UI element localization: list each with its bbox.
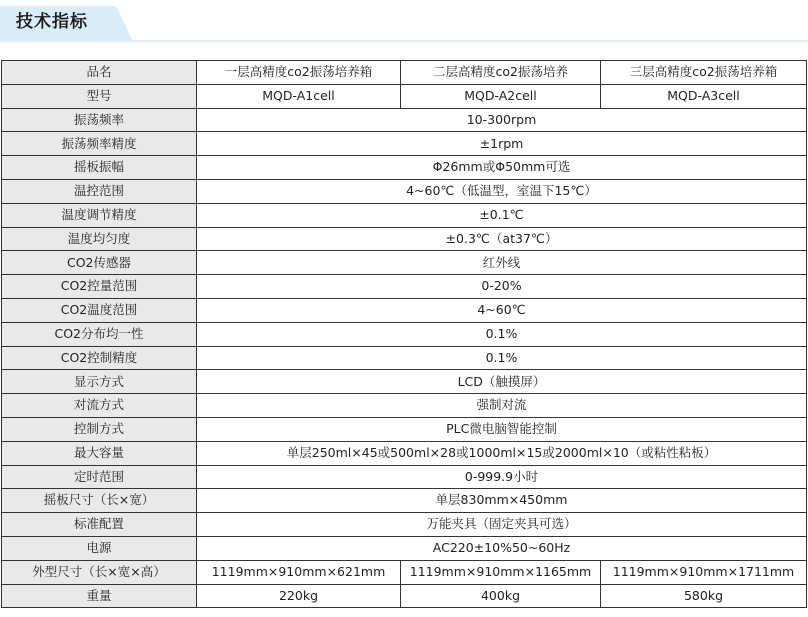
spec-row	[2, 203, 807, 227]
spec-row	[2, 489, 807, 513]
spec-value: ±1rpm	[197, 132, 807, 156]
spec-label: 最大容量	[2, 441, 197, 465]
spec-value: ±0.1℃	[197, 203, 807, 227]
spec-row	[2, 227, 807, 251]
spec-label: 外型尺寸（长×宽×高）	[2, 560, 197, 584]
spec-value: 4~60℃	[197, 298, 807, 322]
spec-label: 温度均匀度	[2, 227, 197, 251]
spec-label: 对流方式	[2, 394, 197, 418]
spec-value: 0.1%	[197, 322, 807, 346]
spec-value: LCD（触摸屏）	[197, 370, 807, 394]
spec-row	[2, 465, 807, 489]
spec-value: 0-20%	[197, 275, 807, 299]
spec-value: 强制对流	[197, 394, 807, 418]
spec-label: 摇板尺寸（长×宽）	[2, 489, 197, 513]
spec-label: CO2控制精度	[2, 346, 197, 370]
spec-label: 振荡频率精度	[2, 132, 197, 156]
spec-value: 单层250ml×45或500ml×28或1000ml×15或2000ml×10（或粘性粘板）	[197, 441, 807, 465]
spec-row	[2, 156, 807, 180]
spec-table-body	[2, 61, 807, 608]
spec-label: 温控范围	[2, 179, 197, 203]
spec-value: 二层高精度co2振荡培养	[401, 61, 601, 85]
spec-row	[2, 251, 807, 275]
spec-value: 4~60℃（低温型，室温下15℃）	[197, 179, 807, 203]
spec-value: 0.1%	[197, 346, 807, 370]
spec-label: CO2传感器	[2, 251, 197, 275]
spec-row	[2, 394, 807, 418]
spec-value: PLC微电脑智能控制	[197, 417, 807, 441]
spec-row	[2, 513, 807, 537]
spec-value: 单层830mm×450mm	[197, 489, 807, 513]
spec-row	[2, 84, 807, 108]
spec-value: 580kg	[601, 584, 807, 608]
spec-value: 三层高精度co2振荡培养箱	[601, 61, 807, 85]
spec-label: CO2控量范围	[2, 275, 197, 299]
spec-label: 品名	[2, 61, 197, 85]
spec-value: MQD-A1cell	[197, 84, 401, 108]
spec-row	[2, 441, 807, 465]
spec-row	[2, 584, 807, 608]
spec-label: 显示方式	[2, 370, 197, 394]
spec-row	[2, 417, 807, 441]
spec-value: 1119mm×910mm×621mm	[197, 560, 401, 584]
section-title: 技术指标	[16, 12, 88, 32]
spec-value: MQD-A2cell	[401, 84, 601, 108]
spec-label: 型号	[2, 84, 197, 108]
spec-value: 10-300rpm	[197, 108, 807, 132]
spec-value: 220kg	[197, 584, 401, 608]
spec-label: 电源	[2, 536, 197, 560]
spec-value: AC220±10%50~60Hz	[197, 536, 807, 560]
spec-row	[2, 275, 807, 299]
header-divider	[0, 40, 808, 42]
spec-value: 万能夹具（固定夹具可选）	[197, 513, 807, 537]
spec-value: 0-999.9小时	[197, 465, 807, 489]
spec-value: 1119mm×910mm×1711mm	[601, 560, 807, 584]
spec-row	[2, 179, 807, 203]
spec-row	[2, 560, 807, 584]
spec-label: 振荡频率	[2, 108, 197, 132]
spec-row	[2, 108, 807, 132]
spec-value: 1119mm×910mm×1165mm	[401, 560, 601, 584]
spec-label: CO2温度范围	[2, 298, 197, 322]
spec-label: 标准配置	[2, 513, 197, 537]
spec-value: Φ26mm或Φ50mm可选	[197, 156, 807, 180]
spec-row	[2, 346, 807, 370]
spec-label: 控制方式	[2, 417, 197, 441]
spec-label: 温度调节精度	[2, 203, 197, 227]
spec-row	[2, 536, 807, 560]
spec-label: 定时范围	[2, 465, 197, 489]
spec-row	[2, 132, 807, 156]
spec-table	[1, 60, 807, 608]
spec-row	[2, 298, 807, 322]
spec-value: ±0.3℃（at37℃）	[197, 227, 807, 251]
spec-label: CO2分布均一性	[2, 322, 197, 346]
spec-label: 摇板振幅	[2, 156, 197, 180]
spec-row	[2, 61, 807, 85]
spec-row	[2, 370, 807, 394]
spec-value: MQD-A3cell	[601, 84, 807, 108]
spec-row	[2, 322, 807, 346]
section-header	[0, 0, 808, 44]
spec-value: 400kg	[401, 584, 601, 608]
spec-value: 红外线	[197, 251, 807, 275]
spec-label: 重量	[2, 584, 197, 608]
spec-value: 一层高精度co2振荡培养箱	[197, 61, 401, 85]
